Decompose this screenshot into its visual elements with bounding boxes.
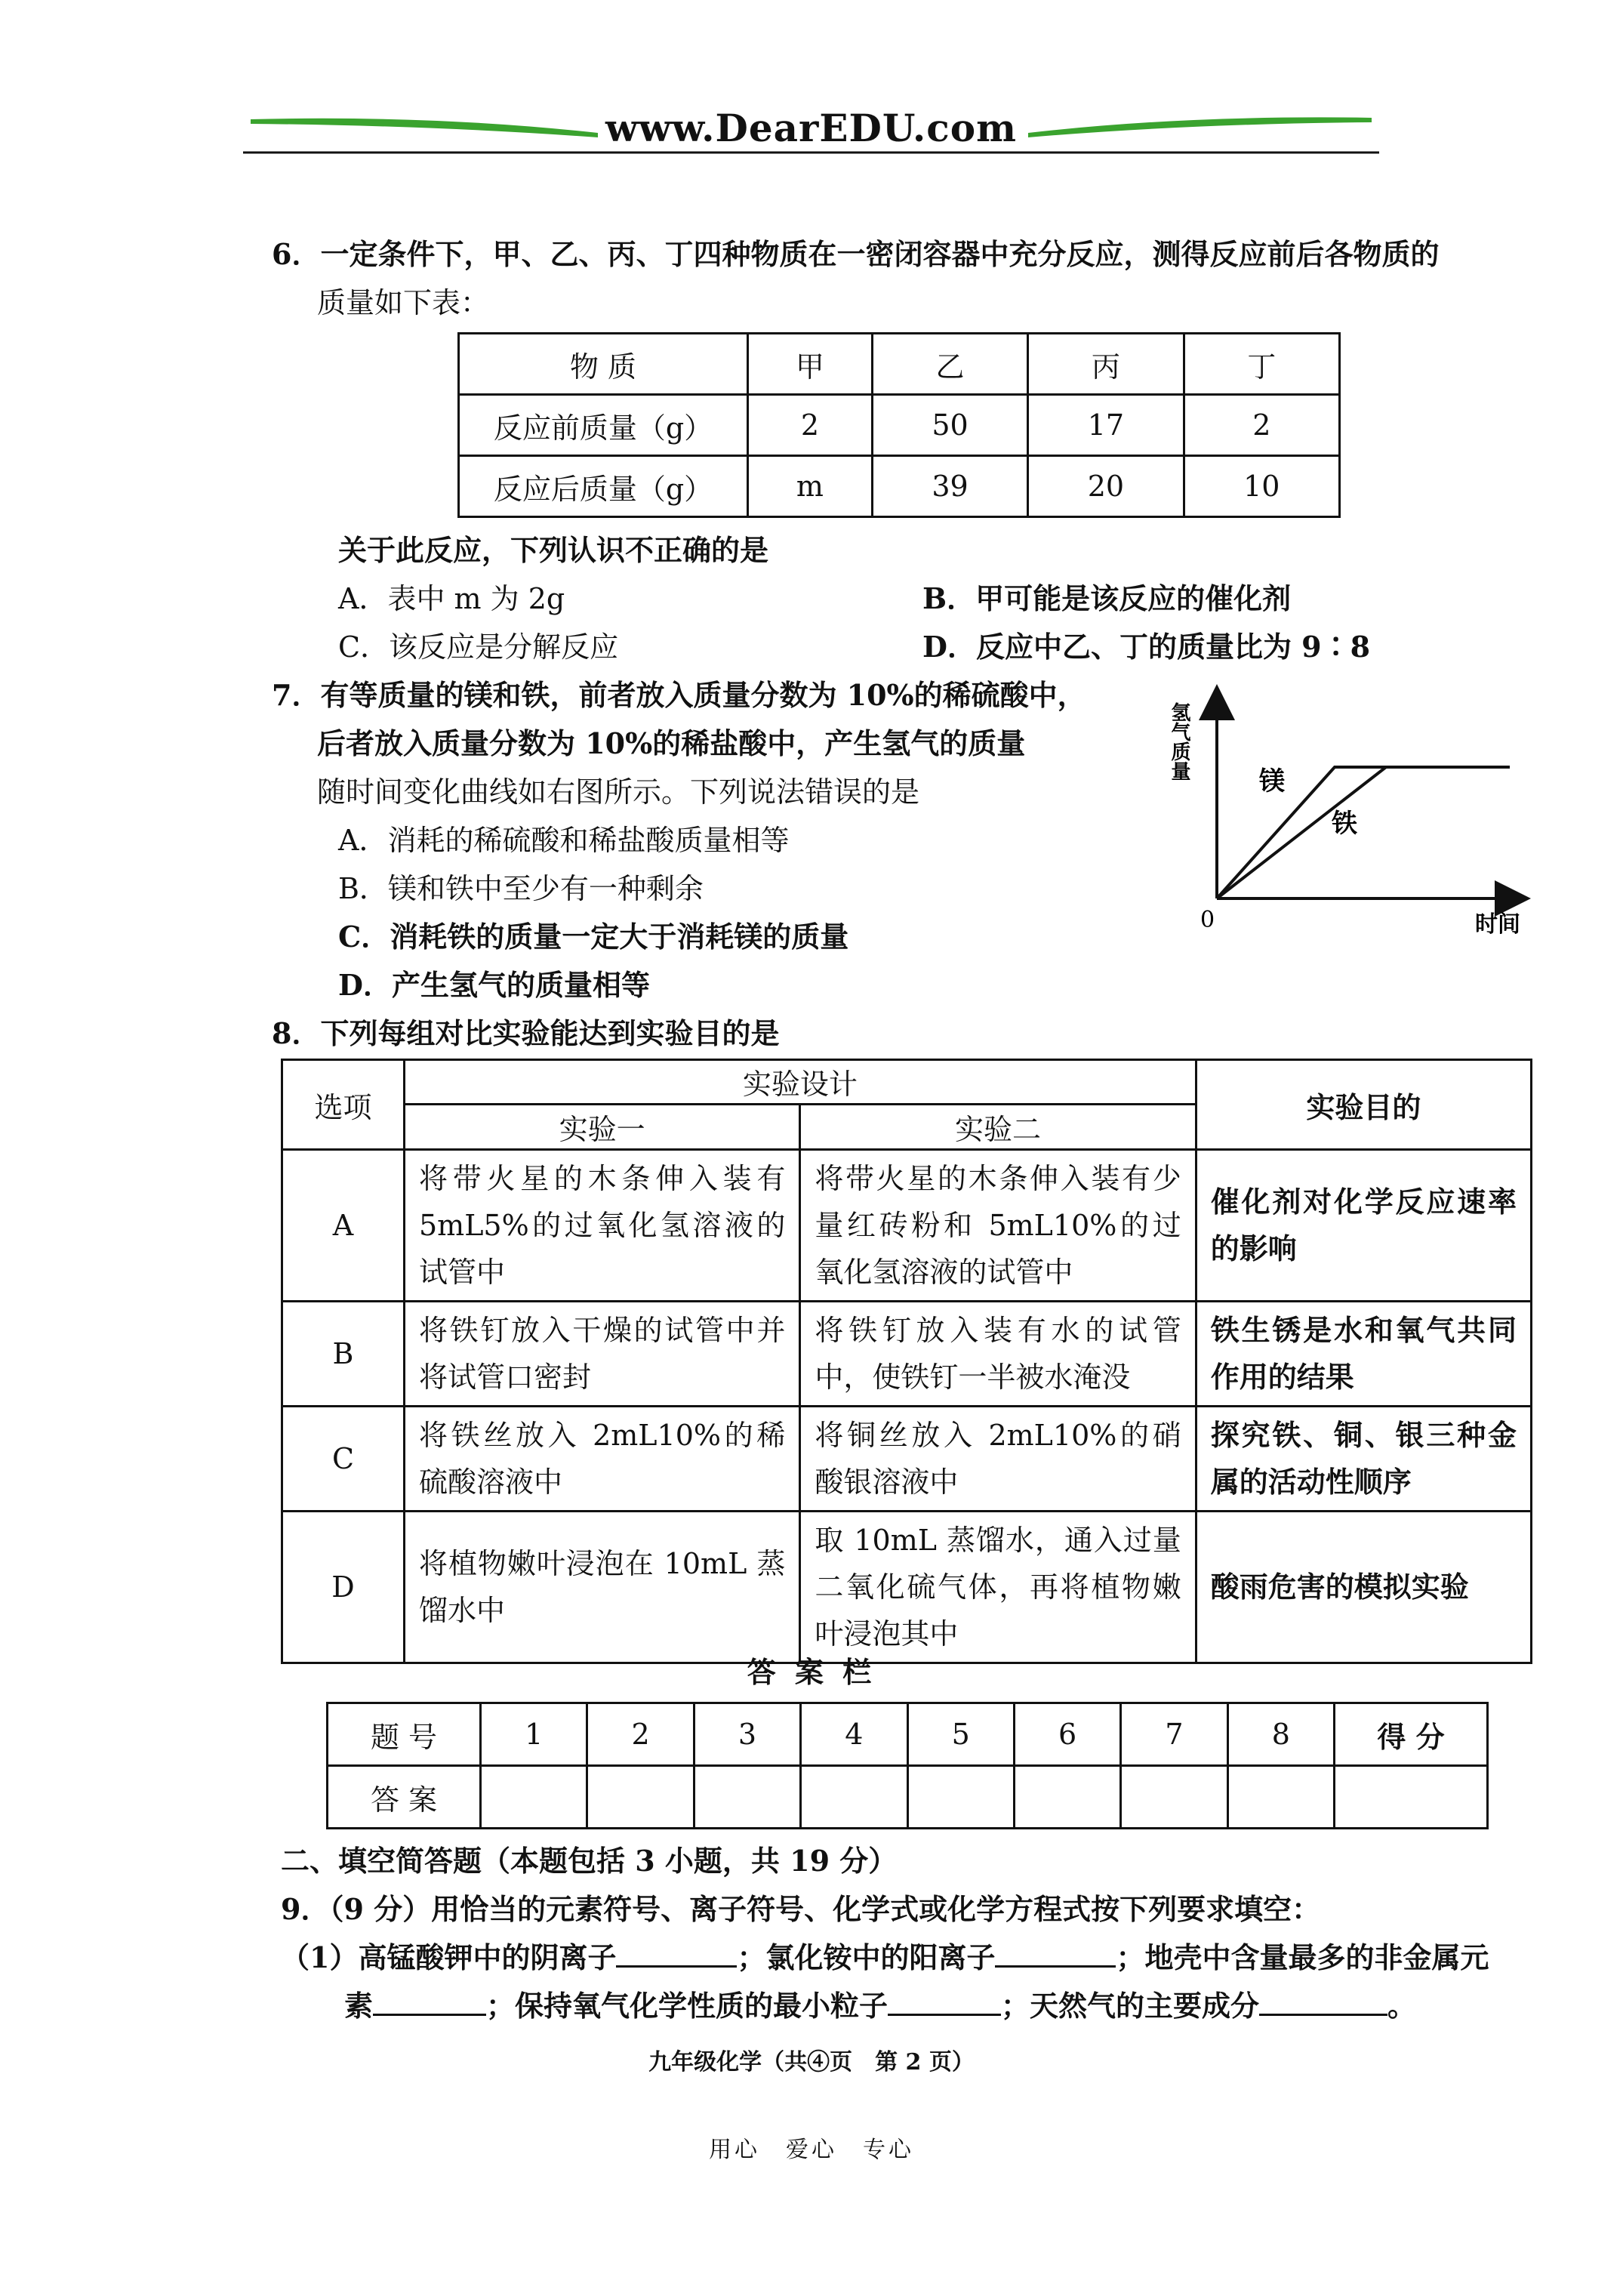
mass-cell: 20 (1028, 456, 1184, 517)
q9-text-b: ；氯化铵中的阳离子 (737, 1940, 996, 1974)
exp-1-text: 将铁钉放入干燥的试管中并将试管口密封 (404, 1302, 799, 1407)
mass-header-bing: 丙 (1028, 334, 1184, 395)
site-header (243, 106, 1379, 166)
mass-header-yi: 乙 (872, 334, 1027, 395)
answer-number: 8 (1227, 1703, 1334, 1766)
fe-curve (1217, 767, 1386, 898)
q9-text-c: ；地壳中含量最多的非金属元 (1116, 1940, 1489, 1974)
exp-header-option: 选项 (282, 1060, 405, 1150)
exp-purpose-text: 铁生锈是水和氧气共同作用的结果 (1196, 1302, 1531, 1407)
q6-stem-line2: 质量如下表： (317, 286, 490, 319)
exp-purpose-text: 探究铁、铜、银三种金属的活动性顺序 (1196, 1407, 1531, 1512)
mass-cell: 50 (872, 395, 1027, 456)
mass-cell: 39 (872, 456, 1027, 517)
mass-header-ding: 丁 (1184, 334, 1339, 395)
table-row (282, 1302, 1532, 1407)
answer-number: 4 (801, 1703, 907, 1766)
mass-cell: 10 (1184, 456, 1339, 517)
score-cell[interactable] (1335, 1766, 1488, 1829)
answer-blank-2[interactable] (995, 1940, 1116, 1968)
q6-option-d: D．反应中乙、丁的质量比为 9∶8 (922, 630, 1371, 664)
table-row (282, 1150, 1532, 1302)
answer-cell[interactable] (801, 1766, 907, 1829)
answer-cell[interactable] (1227, 1766, 1334, 1829)
mass-cell: 2 (748, 395, 873, 456)
answer-blank-4[interactable] (888, 1988, 1001, 2016)
answer-blank-3[interactable] (373, 1988, 486, 2016)
answer-number: 3 (694, 1703, 800, 1766)
answer-number: 1 (481, 1703, 587, 1766)
q9-text-a: （1）高锰酸钾中的阴离子 (281, 1940, 617, 1974)
q6-option-c: C．该反应是分解反应 (338, 630, 619, 664)
site-url: www.DearEDU.com (605, 106, 1017, 150)
mass-cell: m (748, 456, 873, 517)
page-footer: 九年级化学（共④页 第 2 页） (648, 2049, 975, 2076)
q7-option-a: A．消耗的稀硫酸和稀盐酸质量相等 (338, 824, 790, 857)
answer-row1-label: 题 号 (328, 1703, 481, 1766)
x-axis-label: 时间 (1475, 911, 1520, 938)
fe-label: 铁 (1332, 809, 1357, 839)
q7-stem-line3: 随时间变化曲线如右图所示。下列说法错误的是 (317, 775, 920, 809)
exp-header-purpose: 实验目的 (1196, 1060, 1531, 1150)
mg-label: 镁 (1259, 766, 1285, 797)
answer-cell[interactable] (481, 1766, 587, 1829)
q6-option-a: A．表中 m 为 2g (338, 582, 565, 615)
answer-cell[interactable] (907, 1766, 1014, 1829)
exp-option: B (282, 1302, 405, 1407)
q7-option-c: C．消耗铁的质量一定大于消耗镁的质量 (338, 920, 849, 954)
q6-prompt: 关于此反应，下列认识不正确的是 (338, 533, 769, 567)
origin-label: 0 (1200, 907, 1215, 933)
q8-stem: 8．下列每组对比实验能达到实验目的是 (272, 1016, 780, 1050)
mass-header-jia: 甲 (748, 334, 873, 395)
table-row (459, 456, 1340, 517)
q7-option-d: D．产生氢气的质量相等 (338, 968, 650, 1002)
q9-text-g: 。 (1387, 1989, 1417, 2023)
answer-row2-label: 答 案 (328, 1766, 481, 1829)
section2-title: 二、填空简答题（本题包括 3 小题，共 19 分） (281, 1844, 898, 1878)
table-row (459, 395, 1340, 456)
y-axis-label: 氢气质量 (1168, 702, 1190, 781)
footer-motto: 用心 爱心 专心 (709, 2137, 914, 2163)
mass-row-label: 反应前质量（g） (459, 395, 748, 456)
answer-cell[interactable] (1121, 1766, 1227, 1829)
answer-table (326, 1702, 1489, 1829)
mass-table-header-row (459, 334, 1340, 395)
table-row (282, 1407, 1532, 1512)
exp-option: D (282, 1512, 405, 1663)
exp-header-row (282, 1060, 1532, 1105)
exp-2-text: 将铜丝放入 2mL10%的硝酸银溶液中 (800, 1407, 1196, 1512)
q7-graph (1155, 672, 1532, 944)
q9-line1 (281, 1934, 1489, 1981)
exp-purpose-text: 催化剂对化学反应速率的影响 (1196, 1150, 1531, 1302)
exp-header-exp2: 实验二 (800, 1104, 1196, 1149)
exp-2-text: 将带火星的木条伸入装有少量红砖粉和 5mL10%的过氧化氢溶液的试管中 (800, 1150, 1196, 1302)
answer-number: 7 (1121, 1703, 1227, 1766)
answer-number: 2 (587, 1703, 694, 1766)
answer-blank-5[interactable] (1259, 1988, 1387, 2016)
exp-1-text: 将铁丝放入 2mL10%的稀硫酸溶液中 (404, 1407, 799, 1512)
q9-text-e: ；保持氧气化学性质的最小粒子 (486, 1989, 888, 2023)
answer-blank-1[interactable] (616, 1940, 737, 1968)
q9-text-d: 素 (344, 1989, 374, 2023)
mass-cell: 2 (1184, 395, 1339, 456)
exp-2-text: 将铁钉放入装有水的试管中，使铁钉一半被水淹没 (800, 1302, 1196, 1407)
q7-option-b: B．镁和铁中至少有一种剩余 (338, 872, 704, 905)
answer-score-label: 得 分 (1335, 1703, 1488, 1766)
q6-stem-line1: 6．一定条件下，甲、乙、丙、丁四种物质在一密闭容器中充分反应，测得反应前后各物质的 (272, 237, 1440, 271)
mass-row-label: 反应后质量（g） (459, 456, 748, 517)
exp-1-text: 将带火星的木条伸入装有 5mL5%的过氧化氢溶液的试管中 (404, 1150, 799, 1302)
exp-option: C (282, 1407, 405, 1512)
exp-option: A (282, 1150, 405, 1302)
experiment-table (281, 1059, 1532, 1664)
q6-option-b: B．甲可能是该反应的催化剂 (922, 581, 1292, 615)
answer-input-row (328, 1766, 1488, 1829)
q7-stem-line2: 后者放入质量分数为 10%的稀盐酸中，产生氢气的质量 (317, 726, 1026, 760)
q9-stem: 9．（9 分）用恰当的元素符号、离子符号、化学式或化学方程式按下列要求填空： (281, 1892, 1321, 1926)
answer-number: 5 (907, 1703, 1014, 1766)
table-row (282, 1512, 1532, 1663)
exp-header-exp1: 实验一 (404, 1104, 799, 1149)
q7-stem-line1: 7．有等质量的镁和铁，前者放入质量分数为 10%的稀硫酸中， (272, 678, 1086, 712)
answer-number-row (328, 1703, 1488, 1766)
answer-cell[interactable] (587, 1766, 694, 1829)
exp-1-text: 将植物嫩叶浸泡在 10mL 蒸馏水中 (404, 1512, 799, 1663)
exp-2-text: 取 10mL 蒸馏水，通入过量二氧化硫气体，再将植物嫩叶浸泡其中 (800, 1512, 1196, 1663)
answer-cell[interactable] (694, 1766, 800, 1829)
answer-number: 6 (1014, 1703, 1120, 1766)
answer-bar-title: 答 案 栏 (747, 1655, 876, 1689)
q9-text-f: ；天然气的主要成分 (1001, 1989, 1260, 2023)
mass-cell: 17 (1028, 395, 1184, 456)
q9-line2 (344, 1983, 1416, 2029)
mass-header-substance: 物 质 (459, 334, 748, 395)
exp-header-design: 实验设计 (404, 1060, 1196, 1105)
mass-table (457, 332, 1341, 518)
exp-purpose-text: 酸雨危害的模拟实验 (1196, 1512, 1531, 1663)
answer-cell[interactable] (1014, 1766, 1120, 1829)
